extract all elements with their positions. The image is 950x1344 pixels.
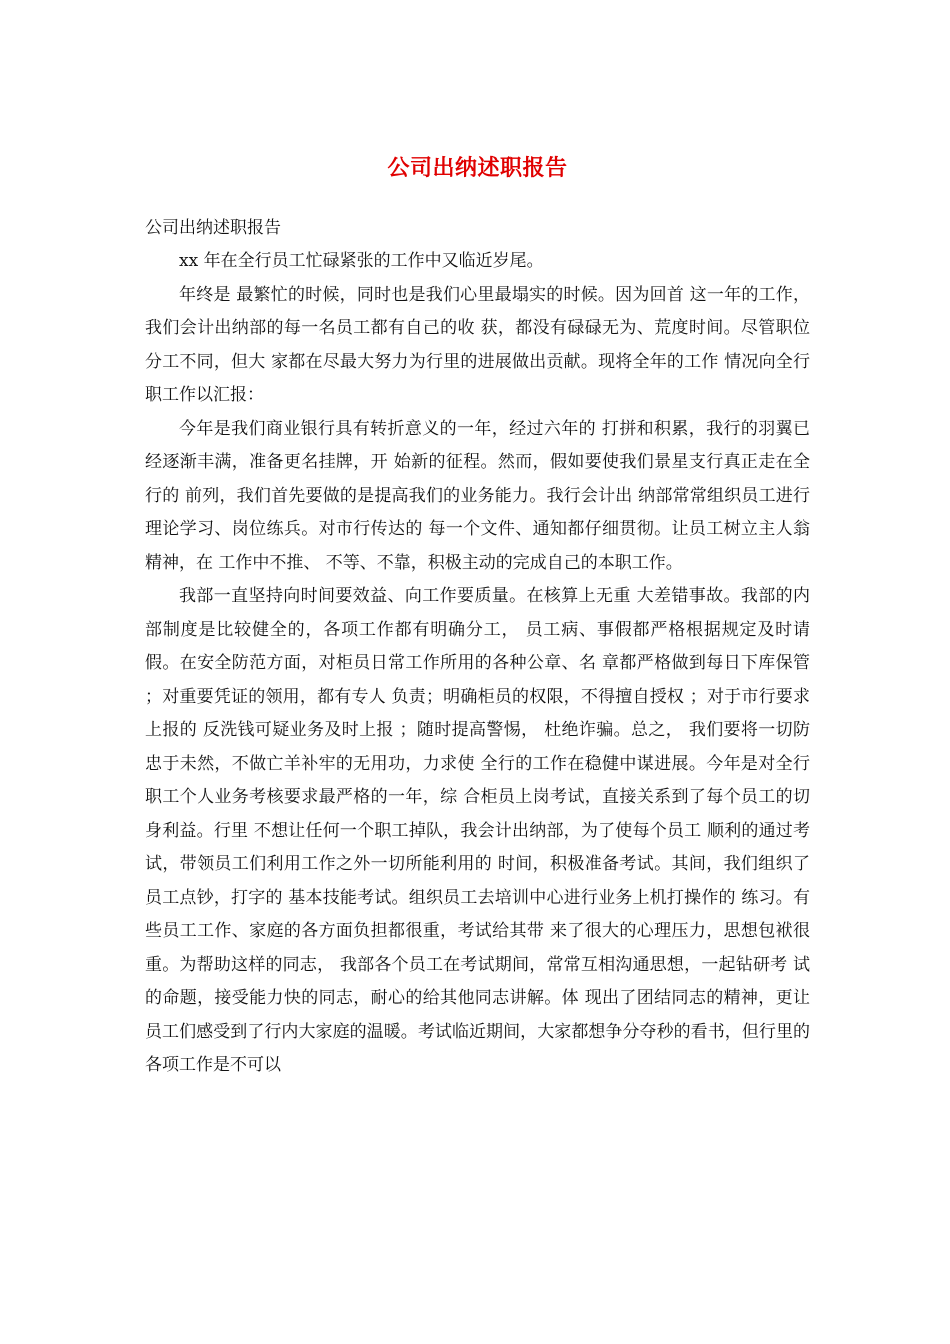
document-title: 公司出纳述职报告: [387, 155, 568, 181]
paragraph-4: 我部一直坚持向时间要效益、向工作要质量。在核算上无重 大差错事故。我部的内部制度是比较健全的，各项工作都有明确分工， 员工病、事假都严格根据规定及时请假。在安全防范方面，对柜员日常工作所用的各种公章、名 章都严格做到每日下库保管 ；对重要凭证的领用，都有专人 负责；明确柜员的权限，不得擅自授权 ；对于市行要求上报的 反洗钱可疑业务及时上报 ；随时提高警惕， 杜绝诈骗。总之， 我们要将一切防忠于未然，不做亡羊补牢的无用功，力求使 全行的工作在稳健中谋进展。今年是对全行职工个人业务考核要求最严格的一年，综 合柜员上岗考试，直接关系到了每个员工的切身利益。行里 不想让任何一个职工掉队，我会计出纳部，为了使每个员工 顺利的通过考试，带领员工们利用工作之外一切所能利用的 时间，积极准备考试。其间，我们组织了员工点钞，打字的 基本技能考试。组织员工去培训中心进行业务上机打操作的 练习。有些员工工作、家庭的各方面负担都很重，考试给其带 来了很大的心理压力，思想包袱很重。为帮助这样的同志， 我部各个员工在考试期间，常常互相沟通思想，一起钻研考 试的命题，接受能力快的同志，耐心的给其他同志讲解。体 现出了团结同志的精神，更让员工们感受到了行内大家庭的温暖。考试临近期间，大家都想争分夺秒的看书，但行里的 各项工作是不可以: [145, 586, 810, 1075]
paragraph-1: xx 年在全行员工忙碌紧张的工作中又临近岁尾。: [179, 251, 544, 271]
document-subtitle: 公司出纳述职报告: [145, 218, 281, 238]
paragraph-2: 年终是 最繁忙的时候，同时也是我们心里最塌实的时候。因为回首 这一年的工作，我们会计出纳部的每一名员工都有自己的收 获，都没有碌碌无为、荒度时间。尽管职位分工不同，但大 家都在尽最大努力为行里的进展做出贡献。现将全年的工作 情况向全行职工作以汇报：: [145, 284, 810, 405]
paragraph-3: 今年是我们商业银行具有转折意义的一年，经过六年的 打拼和积累，我行的羽翼已经逐渐丰满，准备更名挂牌，开 始新的征程。然而，假如要使我们景星支行真正走在全行的 前列，我们首先要做的是提高我们的业务能力。我行会计出 纳部常常组织员工进行理论学习、岗位练兵。对市行传达的 每一个文件、通知都仔细贯彻。让员工树立主人翁精神，在 工作中不推、 不等、不靠，积极主动的完成自己的本职工作。: [145, 418, 810, 573]
